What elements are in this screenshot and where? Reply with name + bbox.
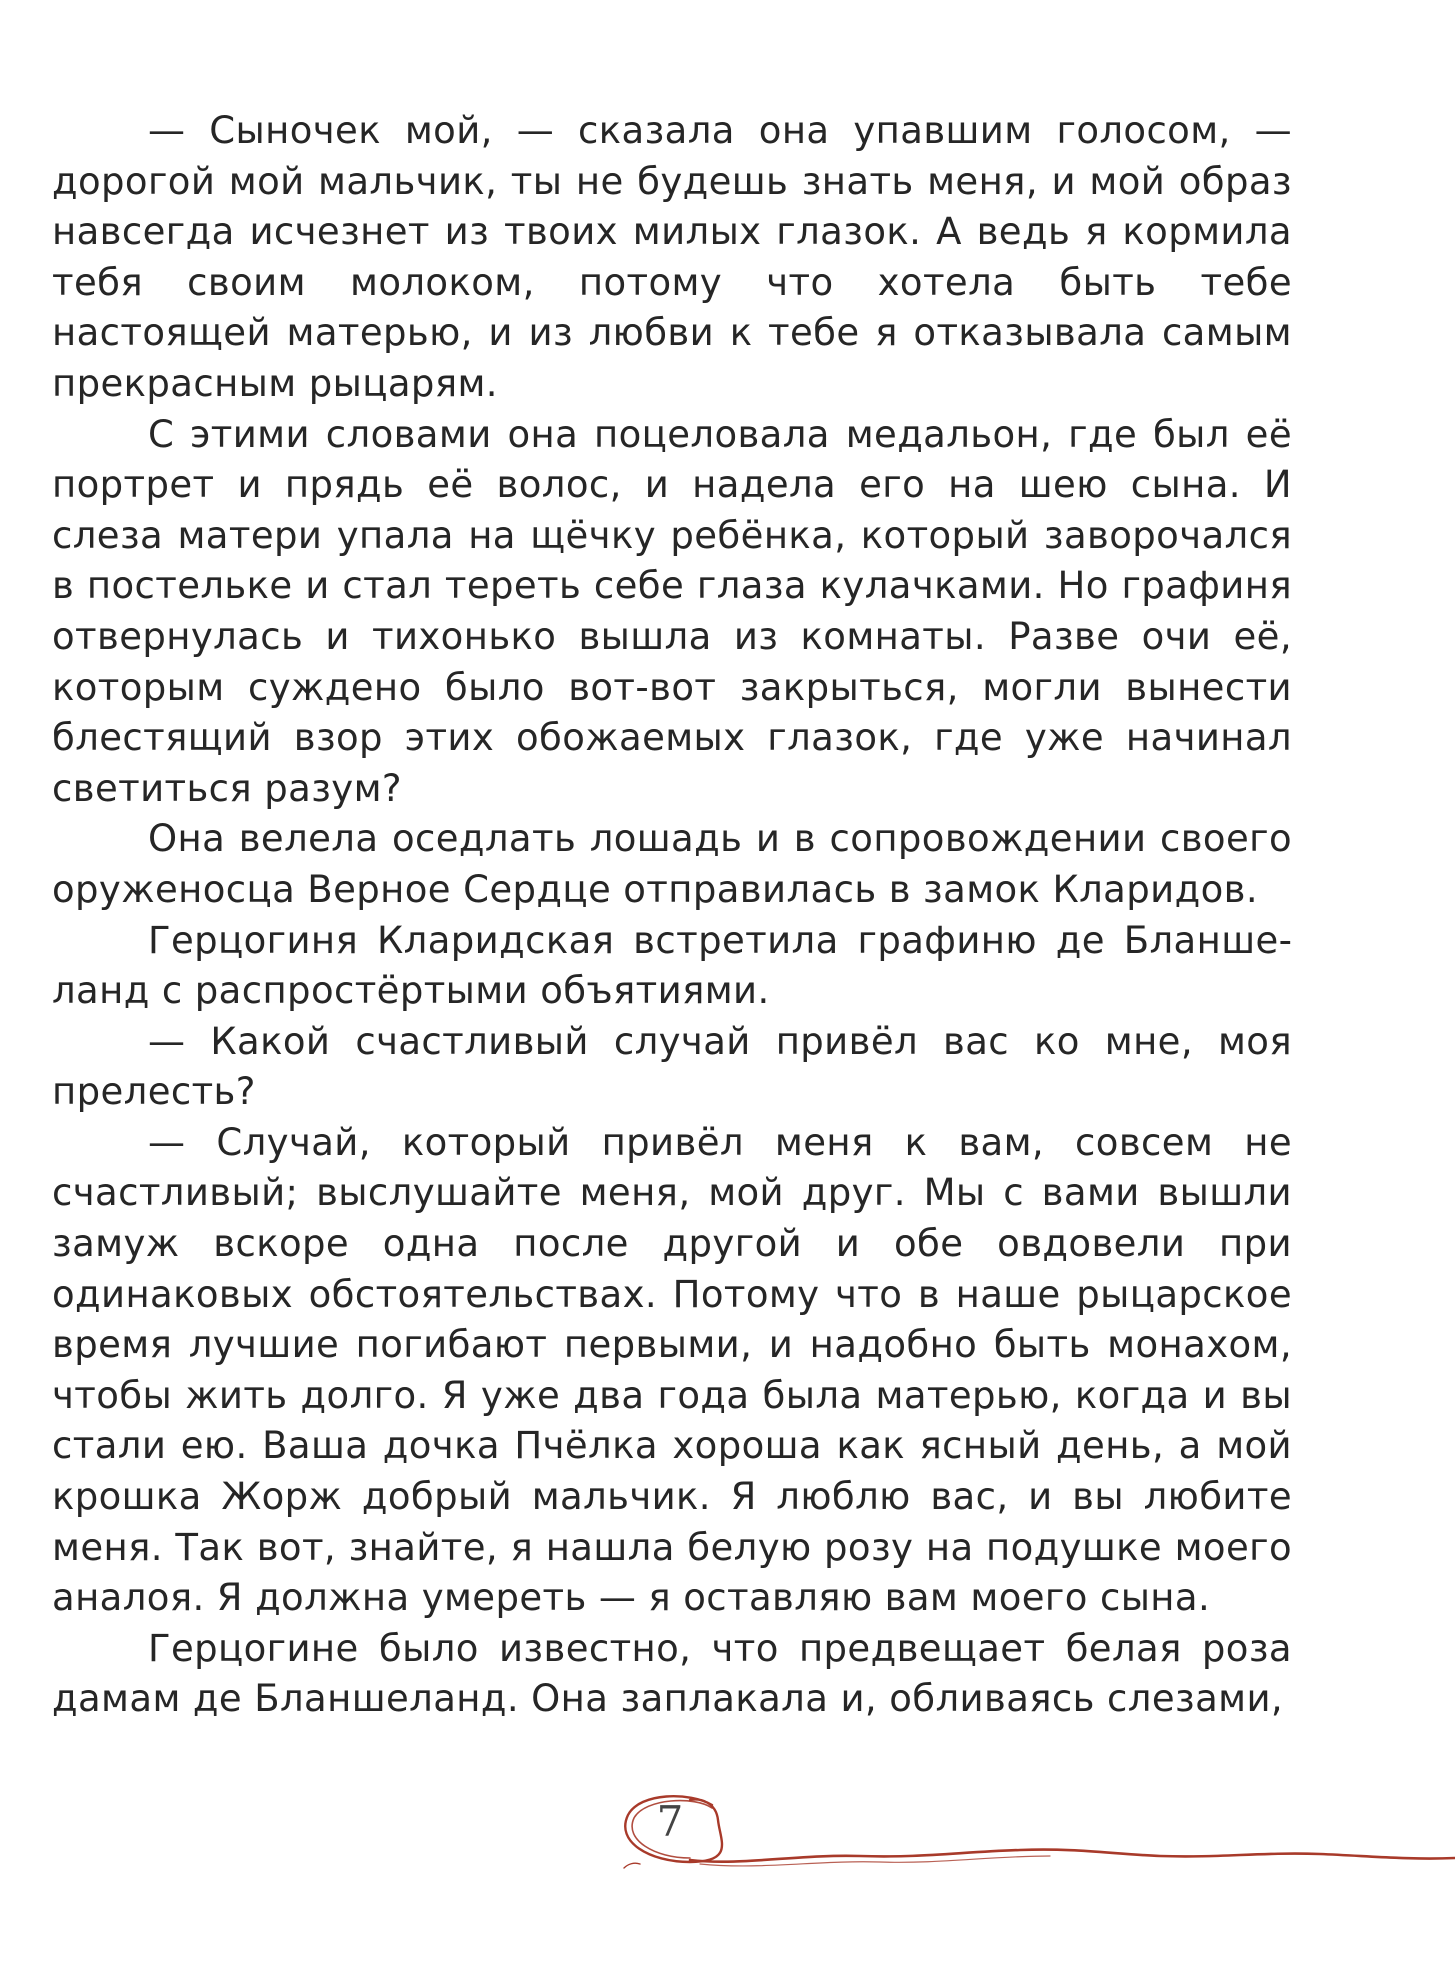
paragraph: Герцогиня Кларидская встретила графиню де Бланшеланд с распростёртыми объятиями. xyxy=(52,918,1292,1013)
page-number: 7 xyxy=(656,1797,684,1846)
paragraph: — Сыночек мой, — сказала она упавшим голосом, — дорогой мой мальчик, ты не будешь знать меня, и мой образ навсегда исчезнет из твоих милых глазок. А ведь я кормила тебя своим молоком, потому что хотела быть тебе настоящей матерью, и из любви к тебе я отказывала самым прекрасным рыцарям. xyxy=(52,109,1292,405)
page-number-ornament xyxy=(0,1780,1455,1890)
body-text xyxy=(52,106,1292,1725)
paragraph: Герцогине было известно, что предвещает белая роза дамам де Бланшеланд. Она заплакала и, обливаясь слезами, xyxy=(52,1626,1292,1721)
paragraph: Она велела оседлать лошадь и в сопровождении своего оруженосца Верное Сердце отправилась в замок Кларидов. xyxy=(52,817,1292,911)
ornament-tail-line xyxy=(690,1850,1455,1862)
paragraph: С этими словами она поцеловала медальон, где был её портрет и прядь её волос, и надела его на шею сына. И слеза матери упала на щёчку ребёнка, который заворочался в постельке и стал тереть себе глаза кулачками. Но графиня отвернулась и тихонько вышла из комнаты. Разве очи её, которым суждено было вот-вот закрыться, могли вынести блестящий взор этих обожаемых глазок, где уже начинал светиться разум? xyxy=(52,412,1292,810)
paragraph: — Случай, который привёл меня к вам, совсем не счастливый; выслушайте меня, мой друг. Мы с вами вышли замуж вскоре одна после другой и обе овдовели при одинаковых обстоятельствах. Потому что в наше рыцарское время лучшие погибают первыми, и надобно быть монахом, чтобы жить долго. Я уже два года была матерью, когда и вы стали ею. Ваша дочка Пчёлка хороша как ясный день, а мой крошка Жорж добрый мальчик. Я люблю вас, и вы любите меня. Так вот, знайте, я нашла белую розу на подушке моего аналоя. Я должна умереть — я оставляю вам моего сына. xyxy=(52,1120,1292,1620)
paragraph: — Какой счастливый случай привёл вас ко мне, моя прелесть? xyxy=(52,1019,1292,1114)
ornament-left-flick xyxy=(624,1863,640,1868)
